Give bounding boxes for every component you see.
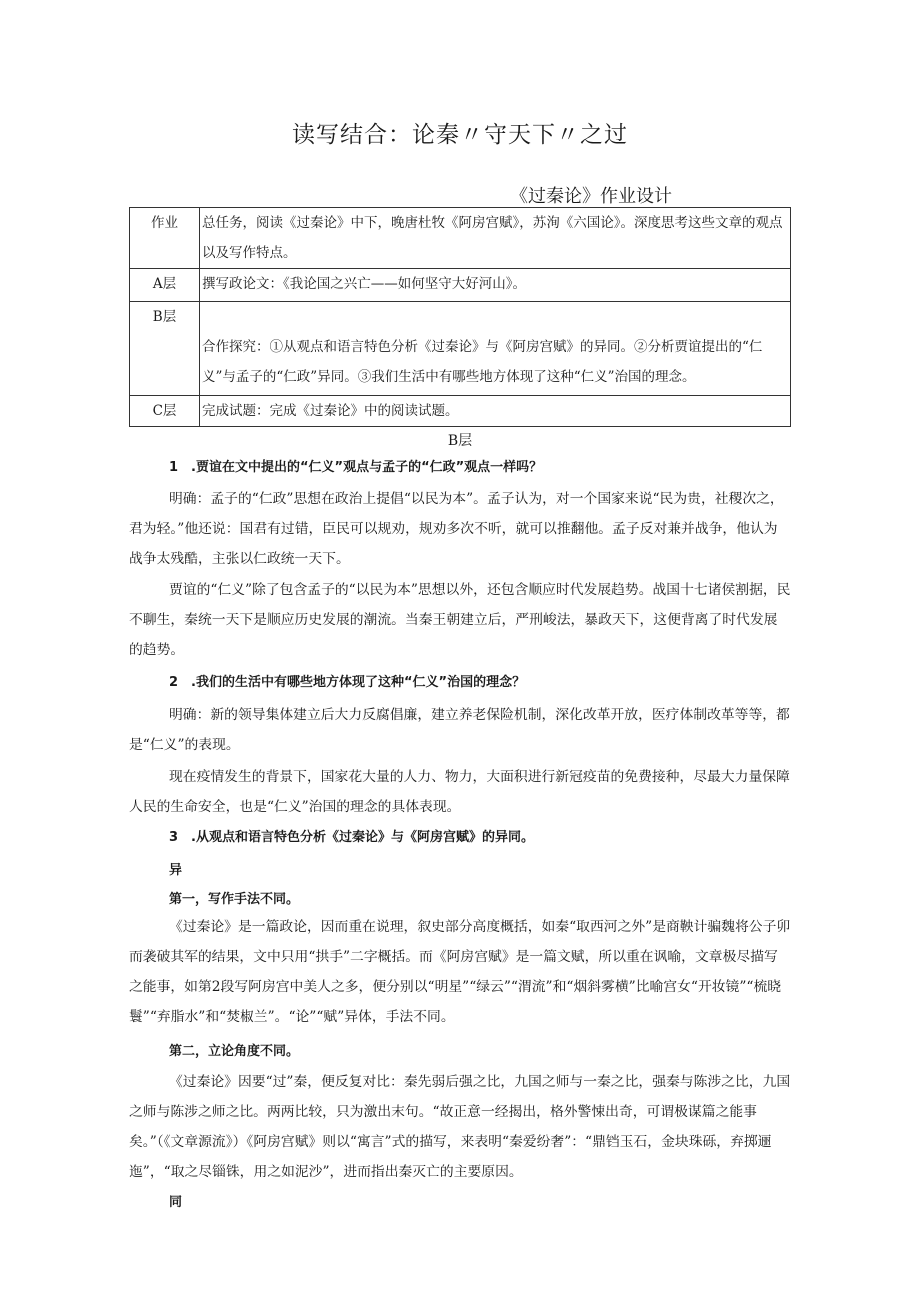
row-content-text: 合作探究：①从观点和语言特色分析《过秦论》与《阿房宫赋》的异同。②分析贾谊提出的“仁义”与孟子的“仁政”异同。③我们生活中有哪些地方体现了这种“仁义”治国的理念。 [202, 339, 763, 385]
answer-paragraph: 贾谊的“仁义”除了包含孟子的“以民为本”思想以外，还包含顺应时代发展趋势。战国十七诸侯割据，民不聊生，秦统一天下是顺应历史发展的潮流。当秦王朝建立后，严刑峻法，暴政天下，这便背离了时代发展的趋势。 [129, 582, 791, 658]
table-row [130, 269, 791, 302]
table-row [130, 302, 791, 396]
row-label: B层 [130, 302, 200, 396]
question-2: 2 .我们的生活中有哪些地方体现了这种“仁义”治国的理念？ [169, 675, 526, 690]
row-label: C层 [130, 396, 200, 427]
question-1: 1 .贾谊在文中提出的“仁义”观点与孟子的“仁政”观点一样吗？ [169, 460, 543, 475]
answer-paragraph: 现在疫情发生的背景下，国家花大量的人力、物力，大面积进行新冠疫苗的免费接种，尽最大力量保障人民的生命安全，也是“仁义”治国的理念的具体表现。 [129, 769, 790, 815]
row-content: 完成试题：完成《过秦论》中的阅读试题。 [200, 396, 791, 427]
row-content: 撰写政论文：《我论国之兴亡——如何坚守大好河山》。 [200, 269, 791, 302]
row-content: 总任务，阅读《过秦论》中下，晚唐杜牧《阿房宫赋》，苏洵《六国论》。深度思考这些文章的观点以及写作特点。 [200, 208, 791, 269]
subheading-similarities: 同 [169, 1195, 183, 1210]
question-3: 3 .从观点和语言特色分析《过秦论》与《阿房宫赋》的异同。 [169, 830, 534, 845]
point-heading: 第一，写作手法不同。 [169, 892, 300, 907]
row-label: 作业 [130, 208, 200, 269]
row-label: A层 [130, 269, 200, 302]
answer-paragraph: 明确：孟子的“仁政”思想在政治上提倡“以民为本”。孟子认为，对一个国家来说“民为贵，社稷次之，君为轻。”他还说：国君有过错，臣民可以规劝，规劝多次不听，就可以推翻他。孟子反对兼并战争，他认为战争太残酷，主张以仁政统一天下。 [129, 491, 784, 567]
table-row [130, 208, 791, 269]
row-content [200, 302, 791, 396]
point-paragraph: 《过秦论》是一篇政论，因而重在说理，叙史部分高度概括，如秦“取西河之外”是商鞅计骗魏将公子卯而袭破其军的结果，文中只用“拱手”二字概括。而《阿房宫赋》是一篇文赋，所以重在讽喻，文章极尽描写之能事，如第2段写阿房宫中美人之多，便分别以“明星”“绿云”“渭流”和“烟斜雾横”比喻宫女“开妆镜”“梳晓鬟”“弃脂水”和“焚椒兰”。“论”“赋”异体，手法不同。 [129, 919, 791, 1025]
subheading-differences: 异 [169, 863, 183, 878]
page-subtitle: 《过秦论》作业设计 [510, 186, 672, 207]
table-row [130, 396, 791, 427]
answer-paragraph: 明确：新的领导集体建立后大力反腐倡廉，建立养老保险机制，深化改革开放，医疗体制改革等等，都是“仁义”的表现。 [129, 707, 790, 753]
point-paragraph: 《过秦论》因要“过”秦，便反复对比：秦先弱后强之比，九国之师与一秦之比，强秦与陈涉之比，九国之师与陈涉之师之比。两两比较，只为激出末句。“故正意一经揭出，格外警悚出奇，可谓极谋篇之能事矣。”（《文章源流》）《阿房宫赋》则以“寓言”式的描写，来表明“秦爱纷奢”：“鼎铛玉石，金块珠砾，弃掷逦迤”，“取之尽锱铢，用之如泥沙”，进而指出秦灭亡的主要原因。 [129, 1074, 791, 1180]
section-heading: B层 [447, 433, 473, 449]
point-heading: 第二，立论角度不同。 [169, 1044, 300, 1059]
assignment-table [129, 207, 791, 427]
page-title: 读写结合：论秦〃守天下〃之过 [292, 122, 628, 148]
